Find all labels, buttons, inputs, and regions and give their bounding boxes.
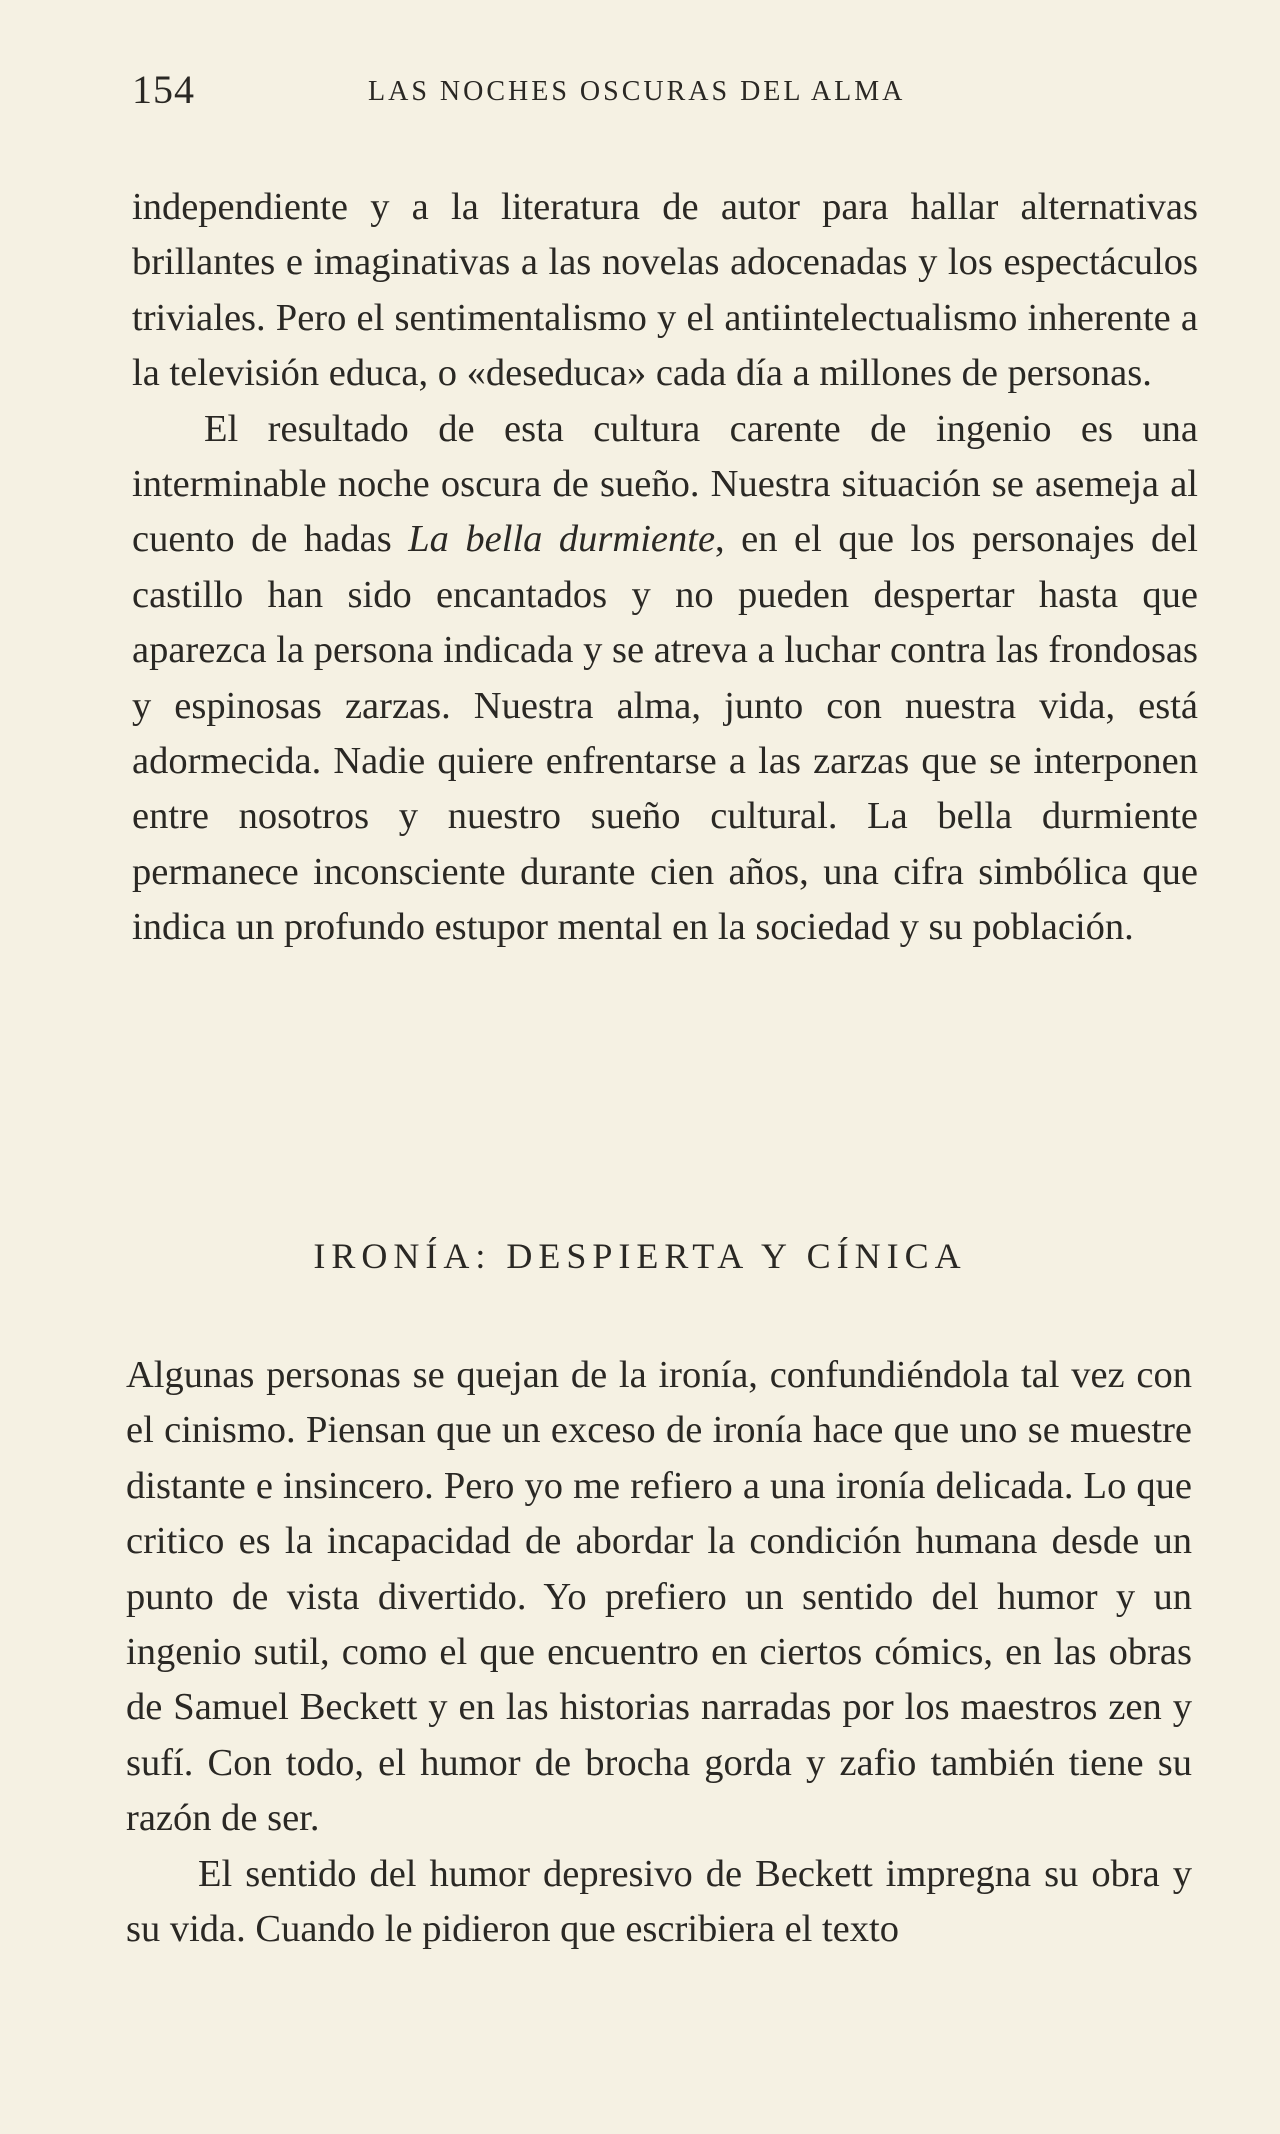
text-block-top [132, 180, 1198, 956]
running-head [132, 66, 1182, 116]
paragraph-text: , en el que los personajes del castillo han sido encantados y no pueden despertar hasta que aparezca la persona indicada y se atreva a luchar contra las frondosas y espinosas zarzas. Nuestra alma, junto con nuestra vida, está adormecida. Nadie quiere enfrentarse a las zarzas que se interponen entre nosotros y nuestro sueño cultural. La bella durmiente permanece inconsciente durante cien años, una cifra simbólica que indica un profundo estupor mental en la sociedad y su población. [132, 518, 1199, 949]
running-title: LAS NOCHES OSCURAS DEL ALMA [368, 76, 906, 107]
section-heading: IRONÍA: DESPIERTA Y CÍNICA [313, 1236, 967, 1276]
paragraph-text: El resultado de esta cultura carente de ingenio es una interminable noche oscura de sueño. Nuestra situación se asemeja al cuento de hadas [132, 407, 1198, 561]
paragraph: El sentido del humor depresivo de Beckett impregna su obra y su vida. Cuando le pidieron que escribiera el texto [126, 1852, 1192, 1951]
page-number: 154 [132, 67, 195, 112]
paragraph [132, 402, 1198, 956]
paragraph: independiente y a la literatura de autor para hallar alternativas brillantes e imaginativas a las novelas adocenadas y los espectáculos triviales. Pero el sentimentalismo y el antiintelectualismo inherente a la televisión educa, o «deseduca» cada día a millones de personas. [132, 186, 1198, 395]
paragraph: Algunas personas se quejan de la ironía, confundiéndola tal vez con el cinismo. Piensan que un exceso de ironía hace que uno se muestre distante e insincero. Pero yo me refiero a una ironía delicada. Lo que critico es la incapacidad de abordar la condición humana desde un punto de vista divertido. Yo prefiero un sentido del humor y un ingenio sutil, como el que encuentro en ciertos cómics, en las obras de Samuel Beckett y en las historias narradas por los maestros zen y sufí. Con todo, el humor de brocha gorda y zafio también tiene su razón de ser. [126, 1354, 1192, 1840]
book-title-italic: La bella durmiente [408, 518, 716, 561]
text-block-bottom [126, 1348, 1192, 1957]
